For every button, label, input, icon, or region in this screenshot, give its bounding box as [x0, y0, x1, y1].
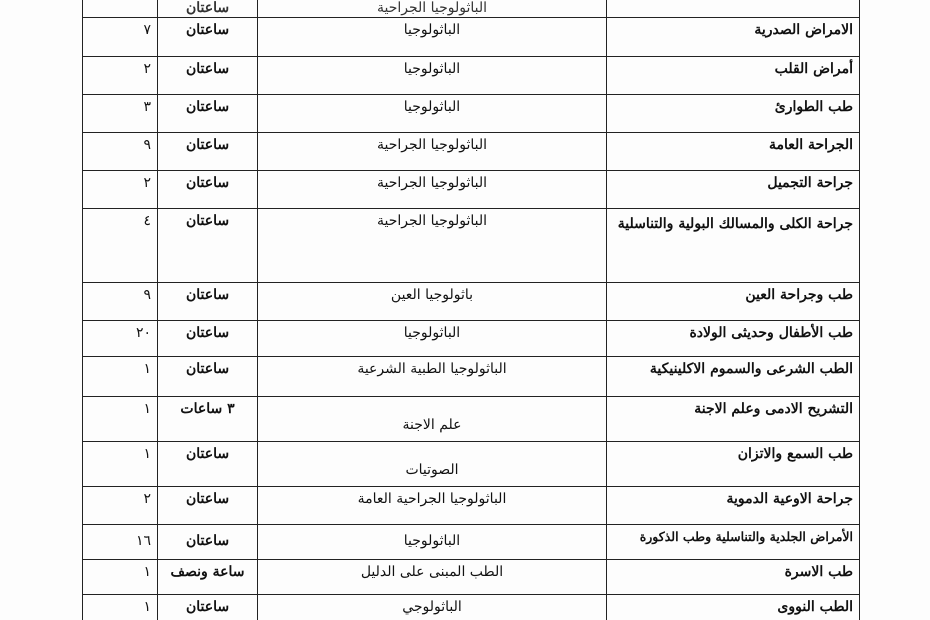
- hours-cell: ٣ ساعات: [158, 397, 258, 442]
- count-cell: ١: [83, 442, 158, 487]
- subject-cell: طب السمع والاتزان: [607, 442, 860, 487]
- count-cell: ١: [83, 595, 158, 620]
- branch-cell: الباثولوجيا: [258, 57, 607, 95]
- table-row: [83, 357, 860, 397]
- table-row: [83, 442, 860, 487]
- count-cell: [83, 0, 158, 18]
- count-cell: ١: [83, 397, 158, 442]
- hours-cell: ساعتان: [158, 171, 258, 209]
- branch-cell: الباثولوجيا الجراحية العامة: [258, 487, 607, 525]
- count-cell: ٩: [83, 133, 158, 171]
- branch-cell: الباثولوجيا: [258, 95, 607, 133]
- branch-cell: الباثولوجي: [258, 595, 607, 620]
- hours-cell: ساعتان: [158, 487, 258, 525]
- branch-cell: علم الاجنة: [258, 397, 607, 442]
- count-cell: ٢: [83, 487, 158, 525]
- hours-cell: ساعتان: [158, 525, 258, 560]
- hours-cell: ساعتان: [158, 18, 258, 57]
- hours-cell: ساعتان: [158, 0, 258, 18]
- hours-cell: ساعتان: [158, 357, 258, 397]
- subject-cell: الطب الشرعى والسموم الاكلينيكية: [607, 357, 860, 397]
- count-cell: ١٦: [83, 525, 158, 560]
- branch-cell: الباثولوجيا الجراحية: [258, 133, 607, 171]
- table-row: [83, 0, 860, 18]
- table-row: [83, 18, 860, 57]
- count-cell: ٢٠: [83, 321, 158, 357]
- table-row: [83, 525, 860, 560]
- hours-cell: ساعتان: [158, 95, 258, 133]
- table-row: [83, 321, 860, 357]
- subject-cell: طب الأطفال وحديثى الولادة: [607, 321, 860, 357]
- subject-cell: جراحة الكلى والمسالك البولية والتناسلية: [607, 209, 860, 283]
- count-cell: ١: [83, 357, 158, 397]
- subject-cell: التشريح الادمى وعلم الاجنة: [607, 397, 860, 442]
- subject-cell: الطب النووى: [607, 595, 860, 620]
- count-cell: ٢: [83, 171, 158, 209]
- table-row: [83, 397, 860, 442]
- branch-cell: الصوتيات: [258, 442, 607, 487]
- table-row: [83, 560, 860, 595]
- subject-cell: طب وجراحة العين: [607, 283, 860, 321]
- hours-cell: ساعتان: [158, 595, 258, 620]
- table-row: [83, 133, 860, 171]
- hours-cell: ساعتان: [158, 321, 258, 357]
- branch-cell: الباثولوجيا الجراحية: [258, 171, 607, 209]
- subject-cell: طب الطوارئ: [607, 95, 860, 133]
- subject-cell: جراحة الاوعية الدموية: [607, 487, 860, 525]
- table-row: [83, 171, 860, 209]
- count-cell: ٤: [83, 209, 158, 283]
- table-row: [83, 209, 860, 283]
- branch-cell: الطب المبنى على الدليل: [258, 560, 607, 595]
- table-row: [83, 595, 860, 620]
- branch-cell: الباثولوجيا: [258, 525, 607, 560]
- count-cell: ٢: [83, 57, 158, 95]
- count-cell: ٧: [83, 18, 158, 57]
- branch-cell: باثولوجيا العين: [258, 283, 607, 321]
- subject-cell: جراحة التجميل: [607, 171, 860, 209]
- table-row: [83, 487, 860, 525]
- subject-cell: أمراض القلب: [607, 57, 860, 95]
- hours-cell: ساعتان: [158, 209, 258, 283]
- table-row: [83, 95, 860, 133]
- hours-cell: ساعتان: [158, 133, 258, 171]
- count-cell: ٣: [83, 95, 158, 133]
- branch-cell: الباثولوجيا: [258, 18, 607, 57]
- hours-cell: ساعتان: [158, 283, 258, 321]
- branch-cell: الباثولوجيا الجراحية: [258, 0, 607, 18]
- subject-cell: الأمراض الجلدية والتناسلية وطب الذكورة: [607, 525, 860, 560]
- hours-cell: ساعتان: [158, 57, 258, 95]
- hours-cell: ساعة ونصف: [158, 560, 258, 595]
- subject-cell: الجراحة العامة: [607, 133, 860, 171]
- hours-cell: ساعتان: [158, 442, 258, 487]
- count-cell: ١: [83, 560, 158, 595]
- branch-cell: الباثولوجيا: [258, 321, 607, 357]
- branch-cell: الباثولوجيا الطبية الشرعية: [258, 357, 607, 397]
- count-cell: ٩: [83, 283, 158, 321]
- subject-cell: [607, 0, 860, 18]
- table-row: [83, 57, 860, 95]
- subject-cell: الامراض الصدرية: [607, 18, 860, 57]
- courses-table: [82, 0, 860, 620]
- branch-cell: الباثولوجيا الجراحية: [258, 209, 607, 283]
- subject-cell: طب الاسرة: [607, 560, 860, 595]
- table-row: [83, 283, 860, 321]
